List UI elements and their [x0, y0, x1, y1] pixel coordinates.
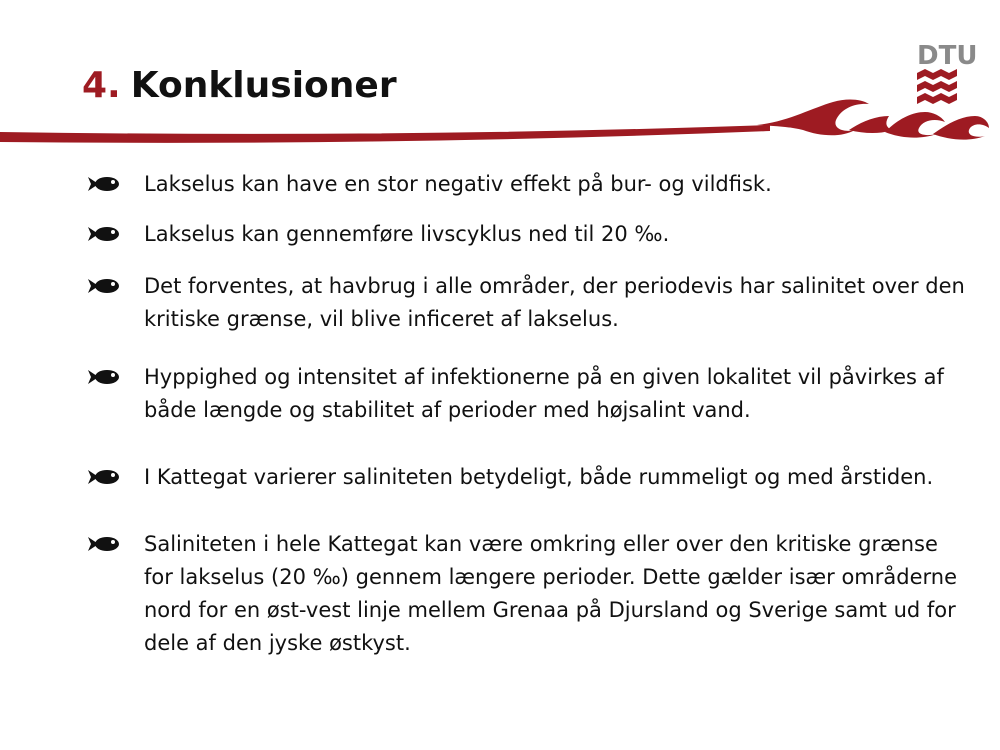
fish-bullet-icon	[86, 368, 120, 386]
page-title	[82, 66, 397, 106]
list-item	[86, 461, 966, 494]
list-item	[86, 168, 966, 201]
list-item	[86, 528, 966, 660]
bullet-text: Saliniteten i hele Kattegat kan være omkring eller over den kritiske grænse for lakselus (20 ‰) gennem længere perioder. Dette gælder især områderne nord for en øst-vest linje mellem Grenaa på Djursland og Sverige samt ud for dele af den jyske østkyst.	[144, 532, 958, 655]
fish-bullet-icon	[86, 535, 120, 553]
fish-bullet-icon	[86, 277, 120, 295]
logo-text: DTU	[917, 41, 978, 71]
dtu-logo-icon	[757, 36, 992, 144]
bullet-text: Hyppighed og intensitet af infektionerne på en given lokalitet vil påvirkes af både længde og stabilitet af perioder med højsalint vand.	[144, 365, 944, 422]
list-item	[86, 270, 966, 336]
bullet-list	[86, 168, 966, 660]
bullet-text: I Kattegat varierer saliniteten betydeligt, både rummeligt og med årstiden.	[144, 465, 934, 489]
bullet-text: Det forventes, at havbrug i alle områder, der periodevis har salinitet over den kritiske grænse, vil blive inficeret af lakselus.	[144, 274, 965, 331]
bullet-text: Lakselus kan have en stor negativ effekt på bur- og vildfisk.	[144, 172, 772, 196]
fish-bullet-icon	[86, 468, 120, 486]
list-item	[86, 361, 966, 427]
title-number: 4.	[82, 65, 121, 106]
fish-bullet-icon	[86, 175, 120, 193]
title-text: Konklusioner	[130, 65, 397, 106]
fish-bullet-icon	[86, 225, 120, 243]
bullet-text: Lakselus kan gennemføre livscyklus ned til 20 ‰.	[144, 222, 670, 246]
list-item	[86, 218, 966, 251]
